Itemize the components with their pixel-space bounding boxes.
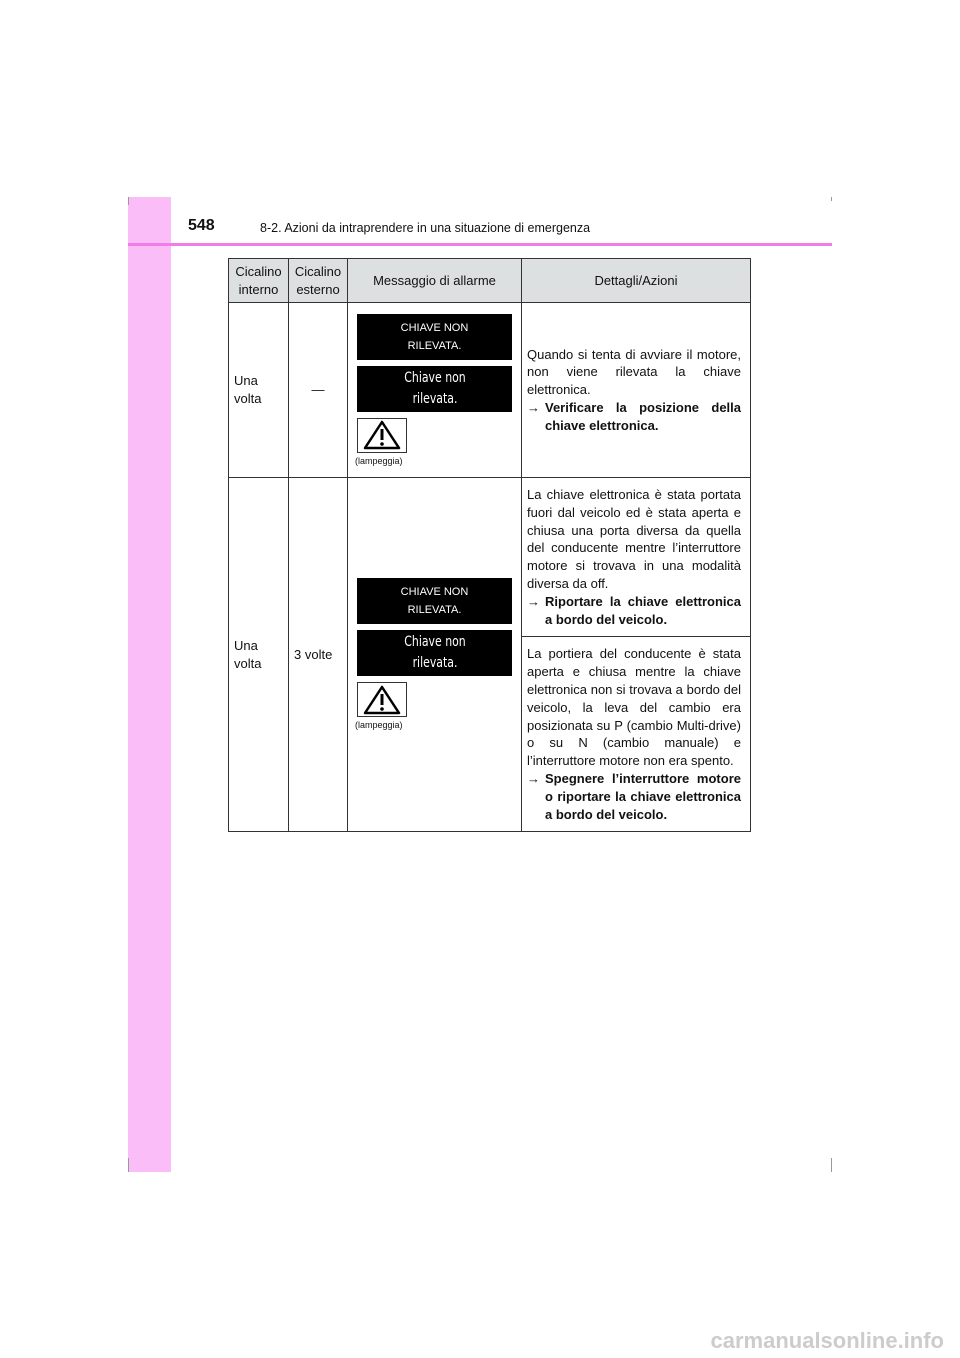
header-rule [128, 243, 832, 246]
external-buzzer-cell: — [289, 303, 348, 478]
watermark: carmanualsonline.info [710, 1328, 944, 1353]
warning-table [228, 258, 751, 832]
display-message-lower: Chiave non rilevata. [357, 366, 512, 412]
col-header: Messaggio di allarme [348, 259, 522, 303]
warning-triangle-icon [357, 682, 407, 717]
chapter-tab [128, 197, 171, 1172]
table-row [229, 303, 751, 478]
crop-mark [128, 197, 129, 205]
message-cell [348, 303, 522, 478]
message-cell [348, 478, 522, 832]
display-message-upper: CHIAVE NON RILEVATA. [357, 578, 512, 624]
page-number: 548 [188, 217, 215, 234]
icon-note: (lampeggia) [355, 720, 403, 731]
section-title: 8-2. Azioni da intraprendere in una situazione di emergenza [260, 221, 591, 235]
table-header-row [229, 259, 751, 303]
table-row [229, 478, 751, 637]
details-cell: Quando si tenta di avviare il motore, non viene rilevata la chiave elettronica. → Verificare la posizione della chiave elettronica. [522, 303, 751, 478]
details-cell: La portiera del conducente è stata aperta e chiusa mentre la chiave elettronica non si trovava a bordo del veicolo, la leva del cambio era posizionata su P (cambio Multi-drive) o su N (cambio manuale) e l’interruttore motore non era spento. → Spegnere l’interruttore motore o riportare la chiave elettronica a bordo del veicolo. [522, 637, 751, 832]
col-header: Cicalino interno [229, 259, 289, 303]
action: → Verificare la posizione della chiave elettronica. [527, 399, 741, 433]
action: → Spegnere l’interruttore motore o riportare la chiave elettronica a bordo del veicolo. [527, 770, 741, 822]
internal-buzzer-cell: Una volta [229, 303, 289, 478]
internal-buzzer-cell: Una volta [229, 478, 289, 832]
action: → Riportare la chiave elettronica a bordo del veicolo. [527, 593, 741, 627]
external-buzzer-cell: 3 volte [289, 478, 348, 832]
col-header: Dettagli/Azioni [522, 259, 751, 303]
details-cell: La chiave elettronica è stata portata fuori dal veicolo ed è stata aperta e chiusa una porta diversa da quella del conducente mentre l’interruttore motore si trovava in una modalità diversa da off. → Riportare la chiave elettronica a bordo del veicolo. [522, 478, 751, 637]
crop-mark [831, 197, 832, 201]
icon-note: (lampeggia) [355, 455, 403, 466]
col-header: Cicalino esterno [289, 259, 348, 303]
warning-triangle-icon [357, 418, 407, 453]
display-message-upper: CHIAVE NON RILEVATA. [357, 314, 512, 360]
crop-mark [831, 1158, 832, 1172]
crop-mark [128, 1158, 129, 1172]
display-message-lower: Chiave non rilevata. [357, 630, 512, 676]
